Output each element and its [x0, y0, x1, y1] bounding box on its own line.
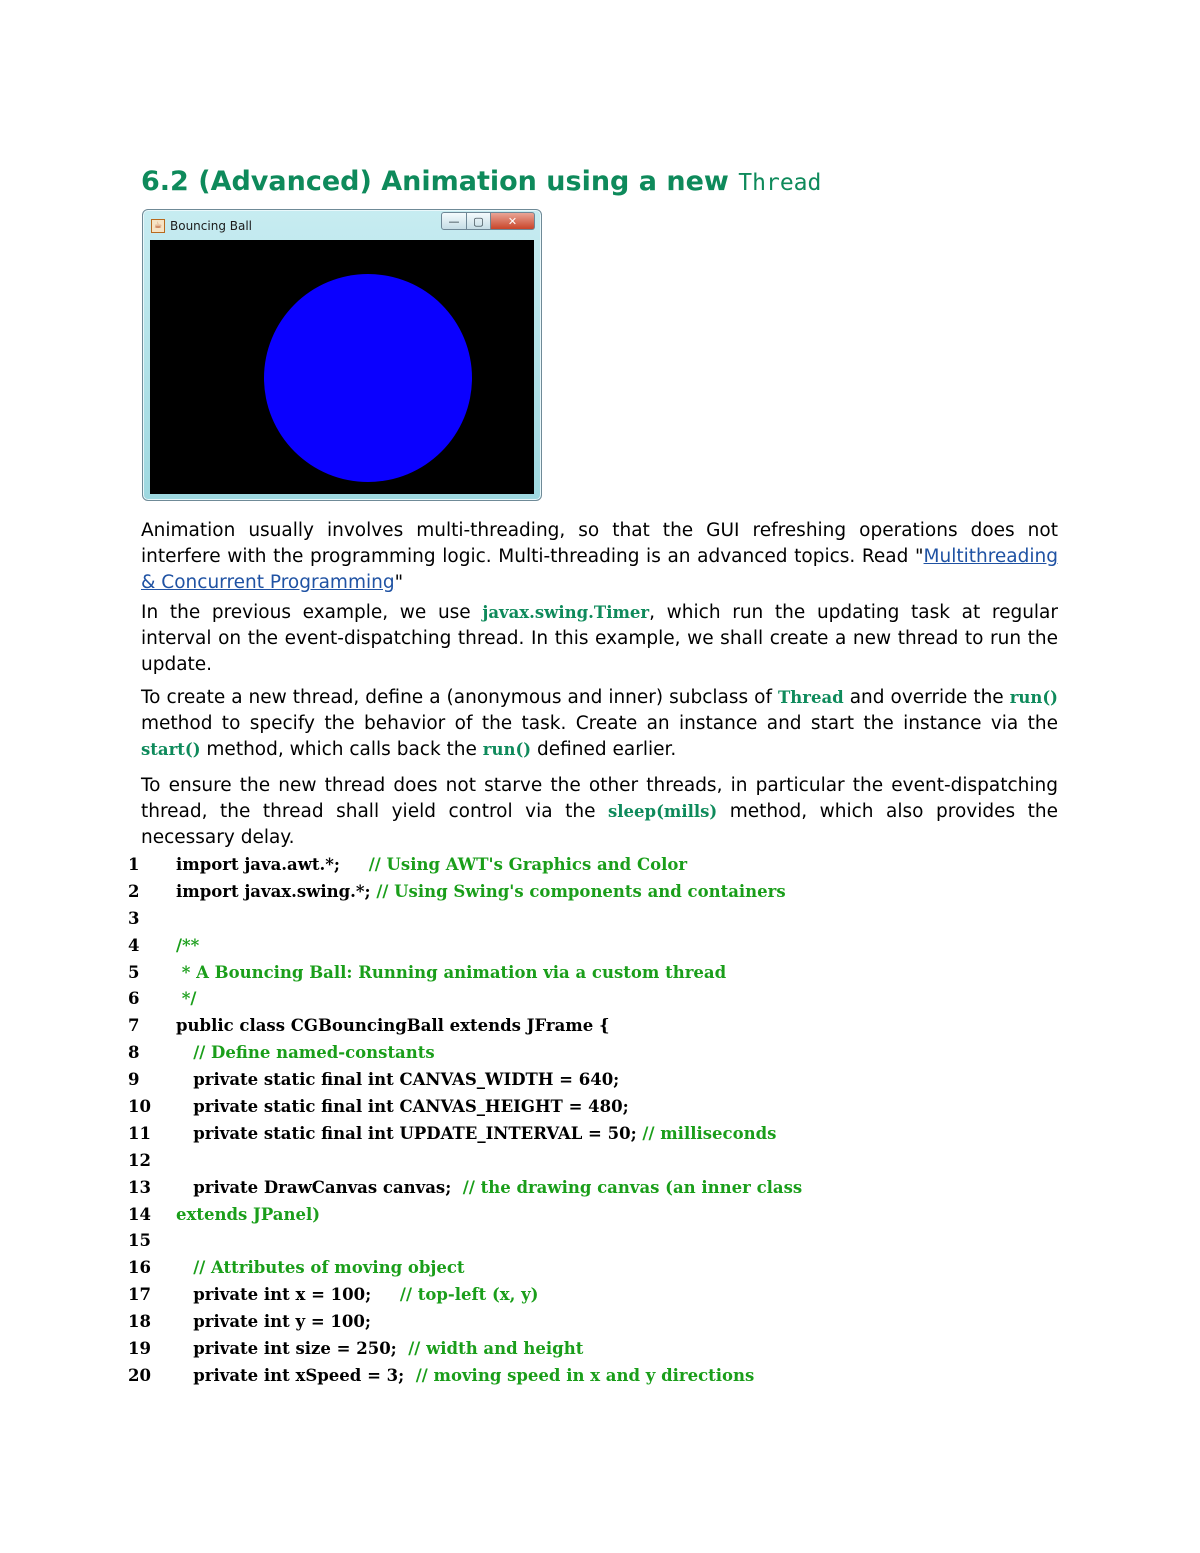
- code-comment: // milliseconds: [642, 1123, 777, 1143]
- code-statement: public class CGBouncingBall extends JFrame {: [176, 1016, 610, 1036]
- code-statement: [176, 1258, 193, 1277]
- code-statement: import java.awt.*;: [176, 855, 369, 874]
- code-line: [128, 1205, 1078, 1232]
- line-number: 14: [128, 1204, 151, 1224]
- code-line: [128, 963, 1078, 990]
- code-line: [128, 909, 1078, 936]
- line-number: 5: [128, 962, 140, 982]
- p3-text-4: method, which calls back the: [200, 739, 483, 760]
- code-text: [176, 1016, 610, 1035]
- code-line: [128, 1151, 1078, 1178]
- code-comment: */: [176, 989, 197, 1009]
- heading-text: 6.2 (Advanced) Animation using a new: [141, 166, 739, 197]
- code-line: [128, 989, 1078, 1016]
- p3-text-1: To create a new thread, define a (anonymous and inner) subclass of: [141, 687, 778, 708]
- code-listing: [128, 855, 1078, 1393]
- code-comment: * A Bouncing Ball: Running animation via a custom thread: [176, 962, 727, 982]
- line-number: 9: [128, 1070, 140, 1090]
- code-statement: private int xSpeed = 3;: [176, 1365, 416, 1385]
- code-text: [176, 1178, 802, 1197]
- paragraph-intro: [141, 518, 1058, 596]
- window-titlebar: [151, 216, 252, 236]
- code-text: [176, 1124, 776, 1143]
- line-number: 19: [128, 1339, 151, 1359]
- p3-text-2: and override the: [843, 687, 1010, 708]
- code-line: [128, 1285, 1078, 1312]
- code-line: [128, 1178, 1078, 1205]
- maximize-icon: ▢: [473, 214, 484, 228]
- code-statement: private static final int CANVAS_HEIGHT = 480;: [176, 1097, 629, 1117]
- code-statement: [176, 1043, 193, 1062]
- code-line: [128, 1231, 1078, 1258]
- code-line: [128, 1312, 1078, 1339]
- code-comment: // the drawing canvas (an inner class: [462, 1177, 803, 1197]
- code-comment: // Attributes of moving object: [193, 1258, 465, 1278]
- code-statement: private int y = 100;: [176, 1312, 371, 1332]
- p4-text-2: method, which also provides the necessary delay.: [141, 801, 1059, 848]
- line-number: 8: [128, 1043, 140, 1063]
- p3-text-5: defined earlier.: [531, 739, 677, 760]
- code-comment: // top-left (x, y): [399, 1285, 539, 1305]
- p3-code-run: run(): [1009, 688, 1058, 707]
- line-number: 4: [128, 935, 140, 955]
- section-heading: [141, 166, 821, 197]
- p3-code-thread: Thread: [778, 688, 844, 707]
- code-statement: private static final int CANVAS_WIDTH = 640;: [176, 1070, 620, 1090]
- maximize-button[interactable]: [467, 212, 491, 230]
- paragraph-starvation: [141, 773, 1058, 851]
- minimize-button[interactable]: [441, 212, 467, 230]
- p2-text-1: In the previous example, we use: [141, 602, 483, 623]
- code-text: [176, 855, 687, 874]
- code-statement: private static final int UPDATE_INTERVAL = 50;: [176, 1123, 643, 1143]
- code-text: [176, 1205, 320, 1224]
- p2-text-2: , which run the updating task at regular interval on the event-dispatching thread. In this example, we shall create a new thread to run the update.: [141, 602, 1058, 675]
- code-statement: private DrawCanvas canvas;: [176, 1177, 463, 1197]
- code-line: [128, 1070, 1078, 1097]
- code-text: [176, 936, 199, 955]
- line-number: 11: [128, 1123, 151, 1143]
- code-statement: private int size = 250;: [176, 1339, 409, 1359]
- line-number: 20: [128, 1365, 151, 1385]
- minimize-icon: —: [448, 214, 460, 228]
- line-number: 1: [128, 855, 140, 874]
- paragraph-create-thread: [141, 685, 1058, 763]
- code-line: [128, 1097, 1078, 1124]
- p1-text-1: Animation usually involves multi-threading, so that the GUI refreshing operations does not interfere with the programming logic. Multi-threading is an advanced topics. Read ": [141, 520, 1058, 567]
- line-number: 17: [128, 1285, 151, 1305]
- p4-text-1: To ensure the new thread does not starve the other threads, in particular the event-dispatching thread, the thread shall yield control via the: [141, 775, 1058, 822]
- code-comment: // Using Swing's components and containers: [376, 881, 786, 901]
- code-text: [176, 1285, 539, 1304]
- close-button[interactable]: [491, 212, 535, 230]
- line-number: 2: [128, 881, 140, 901]
- code-line: [128, 1124, 1078, 1151]
- line-number: 15: [128, 1231, 151, 1251]
- code-text: [176, 1366, 754, 1385]
- bouncing-ball-window: [142, 209, 542, 501]
- code-line: [128, 1258, 1078, 1285]
- code-statement: import javax.swing.*;: [176, 881, 377, 901]
- code-text: [176, 1043, 435, 1062]
- window-controls: [441, 212, 535, 230]
- java-cup-icon: ☕: [151, 219, 165, 233]
- code-line: [128, 1043, 1078, 1070]
- code-text: [176, 963, 726, 982]
- code-comment: extends JPanel): [176, 1204, 321, 1224]
- line-number: 7: [128, 1016, 140, 1036]
- multithreading-link[interactable]: Multithreading & Concurrent Programming: [141, 546, 1058, 593]
- p2-code-timer: javax.swing.Timer: [482, 603, 650, 622]
- line-number: 16: [128, 1258, 151, 1278]
- code-text: [176, 882, 786, 901]
- code-text: [176, 1070, 619, 1089]
- code-statement: private int x = 100;: [176, 1285, 400, 1305]
- paragraph-previous-example: [141, 600, 1058, 678]
- code-line: [128, 1339, 1078, 1366]
- p1-text-2: ": [394, 572, 404, 593]
- p3-text-3: method to specify the behavior of the task. Create an instance and start the instance via the: [141, 713, 1058, 734]
- code-comment: // moving speed in x and y directions: [415, 1365, 755, 1385]
- line-number: 6: [128, 989, 140, 1009]
- line-number: 3: [128, 908, 140, 928]
- line-number: 12: [128, 1150, 151, 1170]
- code-text: [176, 1097, 629, 1116]
- p3-code-run-2: run(): [482, 740, 532, 759]
- code-line: [128, 855, 1078, 882]
- p3-code-start: start(): [141, 740, 201, 759]
- code-line: [128, 1366, 1078, 1393]
- p4-code-sleep: sleep(mills): [607, 802, 718, 821]
- code-line: [128, 936, 1078, 963]
- heading-code-thread: Thread: [738, 170, 822, 196]
- code-comment: // width and height: [408, 1339, 584, 1359]
- code-text: [176, 1258, 465, 1277]
- code-line: [128, 1016, 1078, 1043]
- code-text: [176, 1339, 583, 1358]
- code-text: [176, 1312, 371, 1331]
- window-title: Bouncing Ball: [170, 219, 253, 233]
- close-icon: ✕: [507, 214, 518, 228]
- line-number: 18: [128, 1312, 151, 1332]
- code-comment: // Using AWT's Graphics and Color: [368, 855, 688, 874]
- bouncing-ball: [264, 274, 472, 482]
- code-text: [176, 989, 196, 1008]
- code-comment: /**: [176, 935, 200, 955]
- code-comment: // Define named-constants: [193, 1043, 435, 1063]
- line-number: 10: [128, 1097, 151, 1117]
- line-number: 13: [128, 1177, 151, 1197]
- drawing-canvas: [150, 240, 534, 494]
- code-line: [128, 882, 1078, 909]
